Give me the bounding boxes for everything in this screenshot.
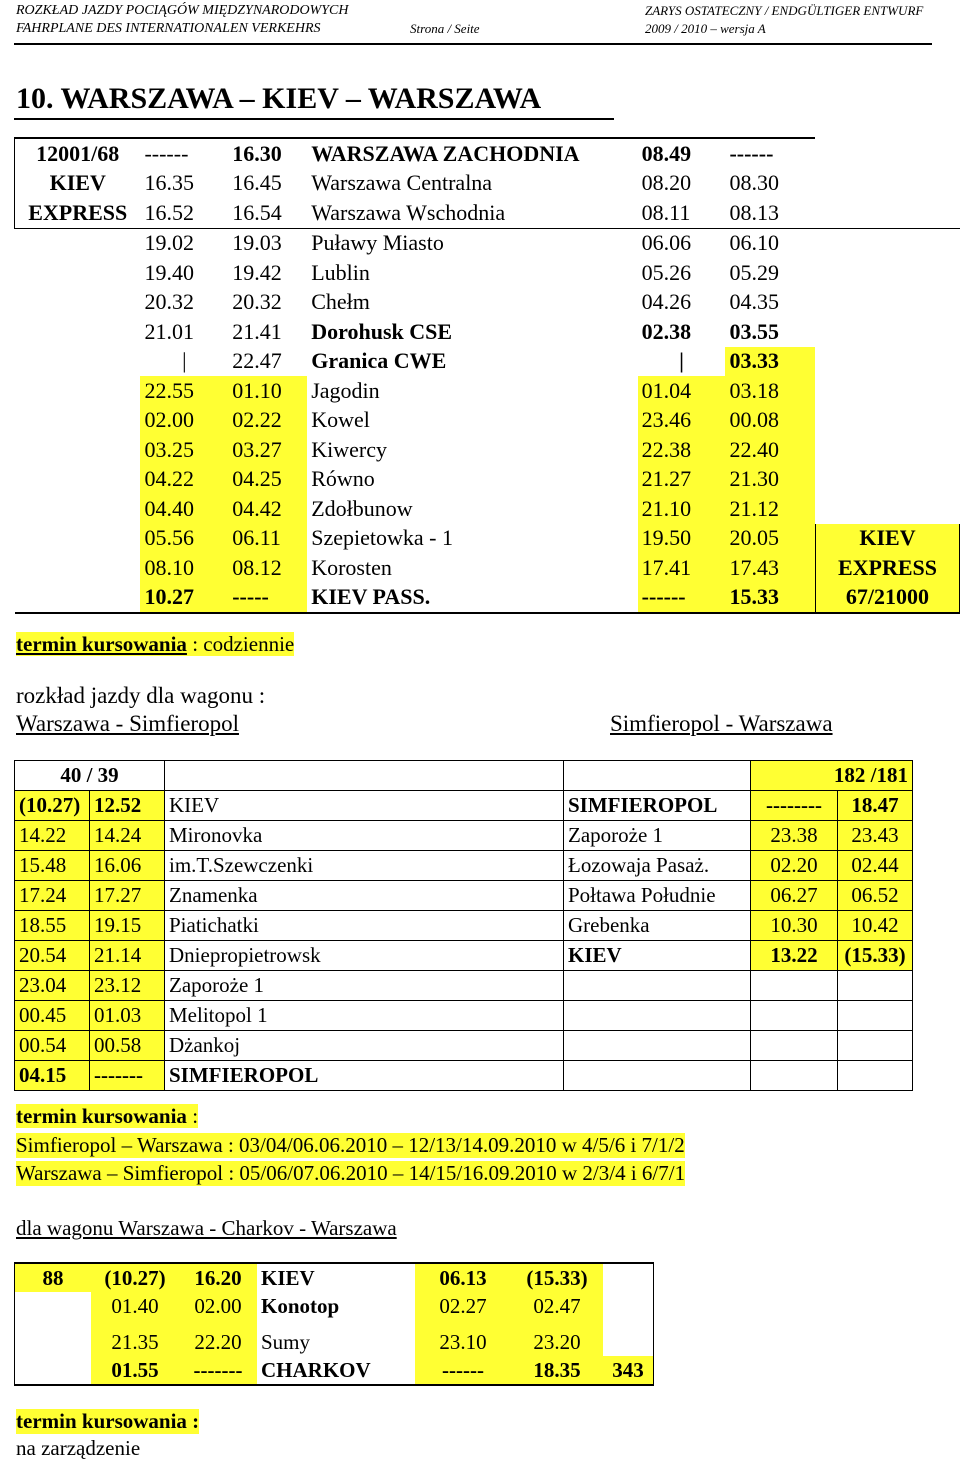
table-row (15, 1031, 913, 1061)
cell: (15.33) (838, 941, 913, 971)
cell: 23.38 (751, 821, 838, 851)
cell: Dorohusk CSE (311, 318, 453, 344)
cell: WARSZAWA ZACHODNIA (307, 138, 637, 169)
table-row (15, 524, 960, 554)
cell: 17.24 (15, 881, 90, 911)
cell (564, 1001, 751, 1031)
cell: Dżankoj (165, 1031, 564, 1061)
cell: 03.55 (729, 318, 779, 344)
charkov-heading: dla wagonu Warszawa - Charkov - Warszawa (16, 1216, 397, 1240)
table-row (15, 1263, 654, 1292)
cell: 21.41 (232, 318, 282, 344)
cell (815, 406, 959, 436)
cell: 22.47 (232, 348, 282, 374)
cell: 16.54 (232, 199, 282, 225)
cell (564, 971, 751, 1001)
cell: KIEV (165, 791, 564, 821)
train-number-left: 40 / 39 (15, 761, 165, 791)
cell: 08.49 (638, 138, 726, 169)
cell (838, 1031, 913, 1061)
cell (15, 288, 141, 318)
termin-3-label: termin kursowania : (16, 1409, 200, 1433)
cell: 00.58 (90, 1031, 165, 1061)
cell: 22.20 (179, 1328, 257, 1356)
cell: | (182, 348, 187, 374)
cell: 23.46 (638, 406, 726, 436)
cell: Kiwercy (311, 436, 387, 462)
timetable-main (14, 137, 960, 614)
table-row (15, 138, 960, 169)
cell: 22.55 (140, 376, 228, 406)
cell: | (679, 348, 684, 374)
cell: 23.10 (415, 1328, 511, 1356)
cell: ----- (228, 583, 307, 614)
cell (15, 376, 141, 406)
spacer (165, 761, 564, 791)
cell: 21.30 (725, 465, 815, 495)
cell (15, 317, 141, 347)
title-underline (14, 118, 614, 120)
route-left: Warszawa - Simfieropol (16, 711, 239, 736)
termin-1-value: : codziennie (186, 632, 295, 656)
cell (815, 317, 959, 347)
cell (15, 347, 141, 377)
cell: 19.15 (90, 911, 165, 941)
cell: 01.40 (91, 1292, 179, 1328)
cell (603, 1263, 654, 1292)
cell: SIMFIEROPOL (165, 1061, 564, 1091)
cell (815, 258, 959, 288)
cell: 19.50 (638, 524, 726, 554)
cell (15, 524, 141, 554)
table-row (15, 435, 960, 465)
table-row (15, 941, 913, 971)
table-row (15, 1001, 913, 1031)
cell (815, 169, 959, 199)
cell: 15.48 (15, 851, 90, 881)
cell: 12.52 (90, 791, 165, 821)
cell (15, 1292, 92, 1328)
table-row (15, 911, 913, 941)
termin-1 (16, 632, 294, 657)
cell (838, 1001, 913, 1031)
route-right: Simfieropol - Warszawa (610, 711, 833, 736)
cell: 12001/68 (15, 138, 141, 169)
cell: 19.03 (228, 228, 307, 258)
cell: 06.10 (725, 228, 815, 258)
cell: 21.12 (725, 494, 815, 524)
cell: Puławy Miasto (307, 228, 637, 258)
termin-2-label: termin kursowania (16, 1104, 187, 1128)
cell: SIMFIEROPOL (564, 791, 751, 821)
cell: 17.27 (90, 881, 165, 911)
cell: Dniepropietrowsk (165, 941, 564, 971)
table-row (15, 376, 960, 406)
timetable-charkov (14, 1262, 654, 1386)
termin-3-value: na zarządzenie (16, 1436, 141, 1460)
cell: 16.06 (90, 851, 165, 881)
cell: 00.45 (15, 1001, 90, 1031)
cell (15, 465, 141, 495)
cell: Sumy (261, 1329, 311, 1354)
cell: KIEV (257, 1263, 415, 1292)
cell: 21.27 (638, 465, 726, 495)
cell: Granica CWE (311, 348, 447, 374)
cell: 21.10 (638, 494, 726, 524)
cell: KIEV PASS. (307, 583, 637, 614)
cell: 04.35 (729, 289, 779, 315)
cell: 08.11 (641, 199, 691, 225)
cell (15, 553, 141, 583)
cell: Warszawa Wschodnia (311, 199, 506, 225)
cell: KIEV (564, 941, 751, 971)
cell: 08.13 (729, 199, 779, 225)
table-row (15, 791, 913, 821)
cell (751, 1031, 838, 1061)
cell: Jagodin (311, 377, 380, 403)
cell: 14.24 (90, 821, 165, 851)
cell: 20.05 (725, 524, 815, 554)
cell: 01.03 (90, 1001, 165, 1031)
cell: 02.00 (179, 1292, 257, 1328)
cell: 02.27 (415, 1292, 511, 1328)
table-row (15, 553, 960, 583)
cell: CHARKOV (257, 1356, 415, 1385)
cell: -------- (751, 791, 838, 821)
termin-2-colon: : (186, 1104, 199, 1128)
cell: 17.41 (638, 553, 726, 583)
termin-2-line-1: Simfieropol – Warszawa : 03/04/06.06.2010 – 12/13/14.09.2010 w 4/5/6 i 7/1/2 (16, 1133, 685, 1157)
cell: 08.20 (641, 170, 692, 196)
cell: EXPRESS (815, 553, 959, 583)
cell: Melitopol 1 (165, 1001, 564, 1031)
cell: Piatichatki (165, 911, 564, 941)
cell: Chełm (311, 289, 370, 315)
cell: 19.02 (140, 228, 228, 258)
cell: 10.30 (751, 911, 838, 941)
cell: 03.33 (725, 347, 815, 377)
cell: 21.01 (144, 318, 194, 344)
cell (751, 1061, 838, 1091)
cell: 18.55 (15, 911, 90, 941)
cell: ------- (90, 1061, 165, 1091)
cell: 05.26 (641, 259, 692, 285)
cell: 14.22 (15, 821, 90, 851)
cell: Korosten (311, 554, 392, 580)
table-row (15, 1292, 654, 1328)
cell: im.T.Szewczenki (165, 851, 564, 881)
header-rule (14, 43, 932, 45)
header-right-1: ZARYS OSTATECZNY / ENDGÜLTIGER ENTWURF (645, 3, 924, 18)
cell: 22.38 (638, 435, 726, 465)
cell: Lublin (311, 259, 370, 285)
cell: 06.13 (415, 1263, 511, 1292)
cell: 343 (603, 1356, 654, 1385)
cell (15, 258, 141, 288)
cell: 23.04 (15, 971, 90, 1001)
cell: KIEV (815, 524, 959, 554)
cell: 05.56 (140, 524, 228, 554)
cell: Mironovka (165, 821, 564, 851)
cell: 06.52 (838, 881, 913, 911)
cell: 00.54 (15, 1031, 90, 1061)
cell (15, 494, 141, 524)
cell: Zdołbunow (311, 495, 413, 521)
cell (564, 1061, 751, 1091)
cell (751, 971, 838, 1001)
cell (815, 347, 959, 377)
cell: 03.27 (228, 435, 307, 465)
cell: 02.20 (751, 851, 838, 881)
cell: Równo (311, 466, 375, 492)
cell: 06.11 (228, 524, 307, 554)
cell: 08.12 (228, 553, 307, 583)
train-number-right: 182 /181 (751, 761, 913, 791)
page-title: 10. WARSZAWA – KIEV – WARSZAWA (16, 82, 542, 115)
cell: 01.10 (228, 376, 307, 406)
cell (815, 376, 959, 406)
table-row (15, 851, 913, 881)
cell (603, 1328, 654, 1356)
header-line-1: ROZKŁAD JAZDY POCIĄGÓW MIĘDZYNARODOWYCH (16, 3, 349, 18)
cell: 16.52 (144, 199, 194, 225)
cell: 67/21000 (815, 583, 959, 614)
cell (15, 406, 141, 436)
cell (15, 1328, 92, 1356)
header-page: Strona / Seite (410, 21, 480, 36)
cell: 16.45 (232, 170, 282, 196)
cell (815, 288, 959, 318)
cell: ------ (638, 583, 726, 614)
cell: 15.33 (725, 583, 815, 614)
termin-2-line-2: Warszawa – Simfieropol : 05/06/07.06.2010 – 14/15/16.09.2010 w 2/3/4 i 6/7/1 (16, 1161, 686, 1185)
cell: 18.47 (838, 791, 913, 821)
wagon-heading: rozkład jazdy dla wagonu : (16, 683, 266, 708)
cell: Kowel (311, 407, 370, 433)
cell (815, 228, 959, 258)
table-row (15, 1356, 654, 1385)
cell: 23.12 (90, 971, 165, 1001)
cell: 04.15 (15, 1061, 90, 1091)
table-row (15, 258, 960, 288)
cell: 04.22 (140, 465, 228, 495)
cell: 04.25 (228, 465, 307, 495)
cell: EXPRESS (15, 198, 141, 228)
cell: 05.29 (729, 259, 779, 285)
cell: 02.44 (838, 851, 913, 881)
cell (815, 138, 959, 169)
cell: 02.00 (140, 406, 228, 436)
cell: Połtawa Południe (564, 881, 751, 911)
cell: 19.42 (232, 259, 282, 285)
cell: (10.27) (91, 1263, 179, 1292)
cell: 02.47 (511, 1292, 603, 1328)
cell (603, 1292, 654, 1328)
cell: Szepietowka - 1 (311, 525, 453, 551)
cell: 88 (15, 1263, 92, 1292)
table-row (15, 347, 960, 377)
cell (815, 465, 959, 495)
cell: 04.26 (641, 289, 692, 315)
table-header-row (15, 761, 913, 791)
cell: Warszawa Centralna (311, 170, 493, 196)
table-row (15, 1328, 654, 1356)
cell: Zaporoże 1 (165, 971, 564, 1001)
cell: 16.30 (228, 138, 307, 169)
cell: 17.43 (725, 553, 815, 583)
cell: 10.27 (140, 583, 228, 614)
spacer (564, 761, 751, 791)
cell: ------- (179, 1356, 257, 1385)
cell: 16.20 (179, 1263, 257, 1292)
cell: 10.42 (838, 911, 913, 941)
cell (815, 198, 959, 228)
cell (838, 1061, 913, 1091)
termin-2 (16, 1104, 198, 1129)
timetable-simfieropol (14, 760, 913, 1091)
cell: (15.33) (511, 1263, 603, 1292)
cell: 19.40 (144, 259, 194, 285)
header-line-2: FAHRPLANE DES INTERNATIONALEN VERKEHRS (16, 21, 321, 36)
table-row (15, 198, 960, 228)
cell: 04.42 (228, 494, 307, 524)
cell: 06.27 (751, 881, 838, 911)
cell: 20.32 (232, 289, 282, 315)
cell (15, 583, 141, 614)
header-right-2: 2009 / 2010 – wersja A (645, 21, 766, 36)
termin-1-label: termin kursowania (16, 632, 187, 656)
cell: 18.35 (511, 1356, 603, 1385)
cell (838, 971, 913, 1001)
cell (15, 228, 141, 258)
cell: 01.55 (91, 1356, 179, 1385)
cell: Zaporoże 1 (564, 821, 751, 851)
table-row (15, 1061, 913, 1091)
cell: 02.22 (228, 406, 307, 436)
cell: ------ (415, 1356, 511, 1385)
cell: 23.43 (838, 821, 913, 851)
cell (564, 1031, 751, 1061)
table-row (15, 881, 913, 911)
cell (15, 435, 141, 465)
cell: 01.04 (638, 376, 726, 406)
cell: (10.27) (15, 791, 90, 821)
cell: 08.30 (729, 170, 779, 196)
cell: Znamenka (165, 881, 564, 911)
table-row (15, 494, 960, 524)
cell: 21.14 (90, 941, 165, 971)
cell: 02.38 (641, 318, 692, 344)
cell: 20.54 (15, 941, 90, 971)
table-row (15, 821, 913, 851)
cell (815, 435, 959, 465)
cell (15, 1356, 92, 1385)
cell: 03.25 (140, 435, 228, 465)
cell: 00.08 (725, 406, 815, 436)
table-row (15, 971, 913, 1001)
cell (815, 494, 959, 524)
cell (751, 1001, 838, 1031)
table-row (15, 169, 960, 199)
cell: KIEV (15, 169, 141, 199)
table-row (15, 583, 960, 614)
cell: 06.06 (638, 228, 726, 258)
cell: ------ (140, 138, 228, 169)
cell: Konotop (261, 1293, 340, 1318)
cell: 16.35 (144, 170, 194, 196)
cell: 04.40 (140, 494, 228, 524)
cell: 21.35 (91, 1328, 179, 1356)
table-row (15, 228, 960, 258)
cell: 08.10 (140, 553, 228, 583)
cell: 13.22 (751, 941, 838, 971)
table-row (15, 406, 960, 436)
table-row (15, 288, 960, 318)
cell: 20.32 (144, 289, 194, 315)
cell: 22.40 (725, 435, 815, 465)
table-row (15, 317, 960, 347)
cell: Grebenka (564, 911, 751, 941)
table-row (15, 465, 960, 495)
cell: ------ (725, 138, 815, 169)
cell: 23.20 (511, 1328, 603, 1356)
cell: 03.18 (725, 376, 815, 406)
cell: Łozowaja Pasaż. (564, 851, 751, 881)
